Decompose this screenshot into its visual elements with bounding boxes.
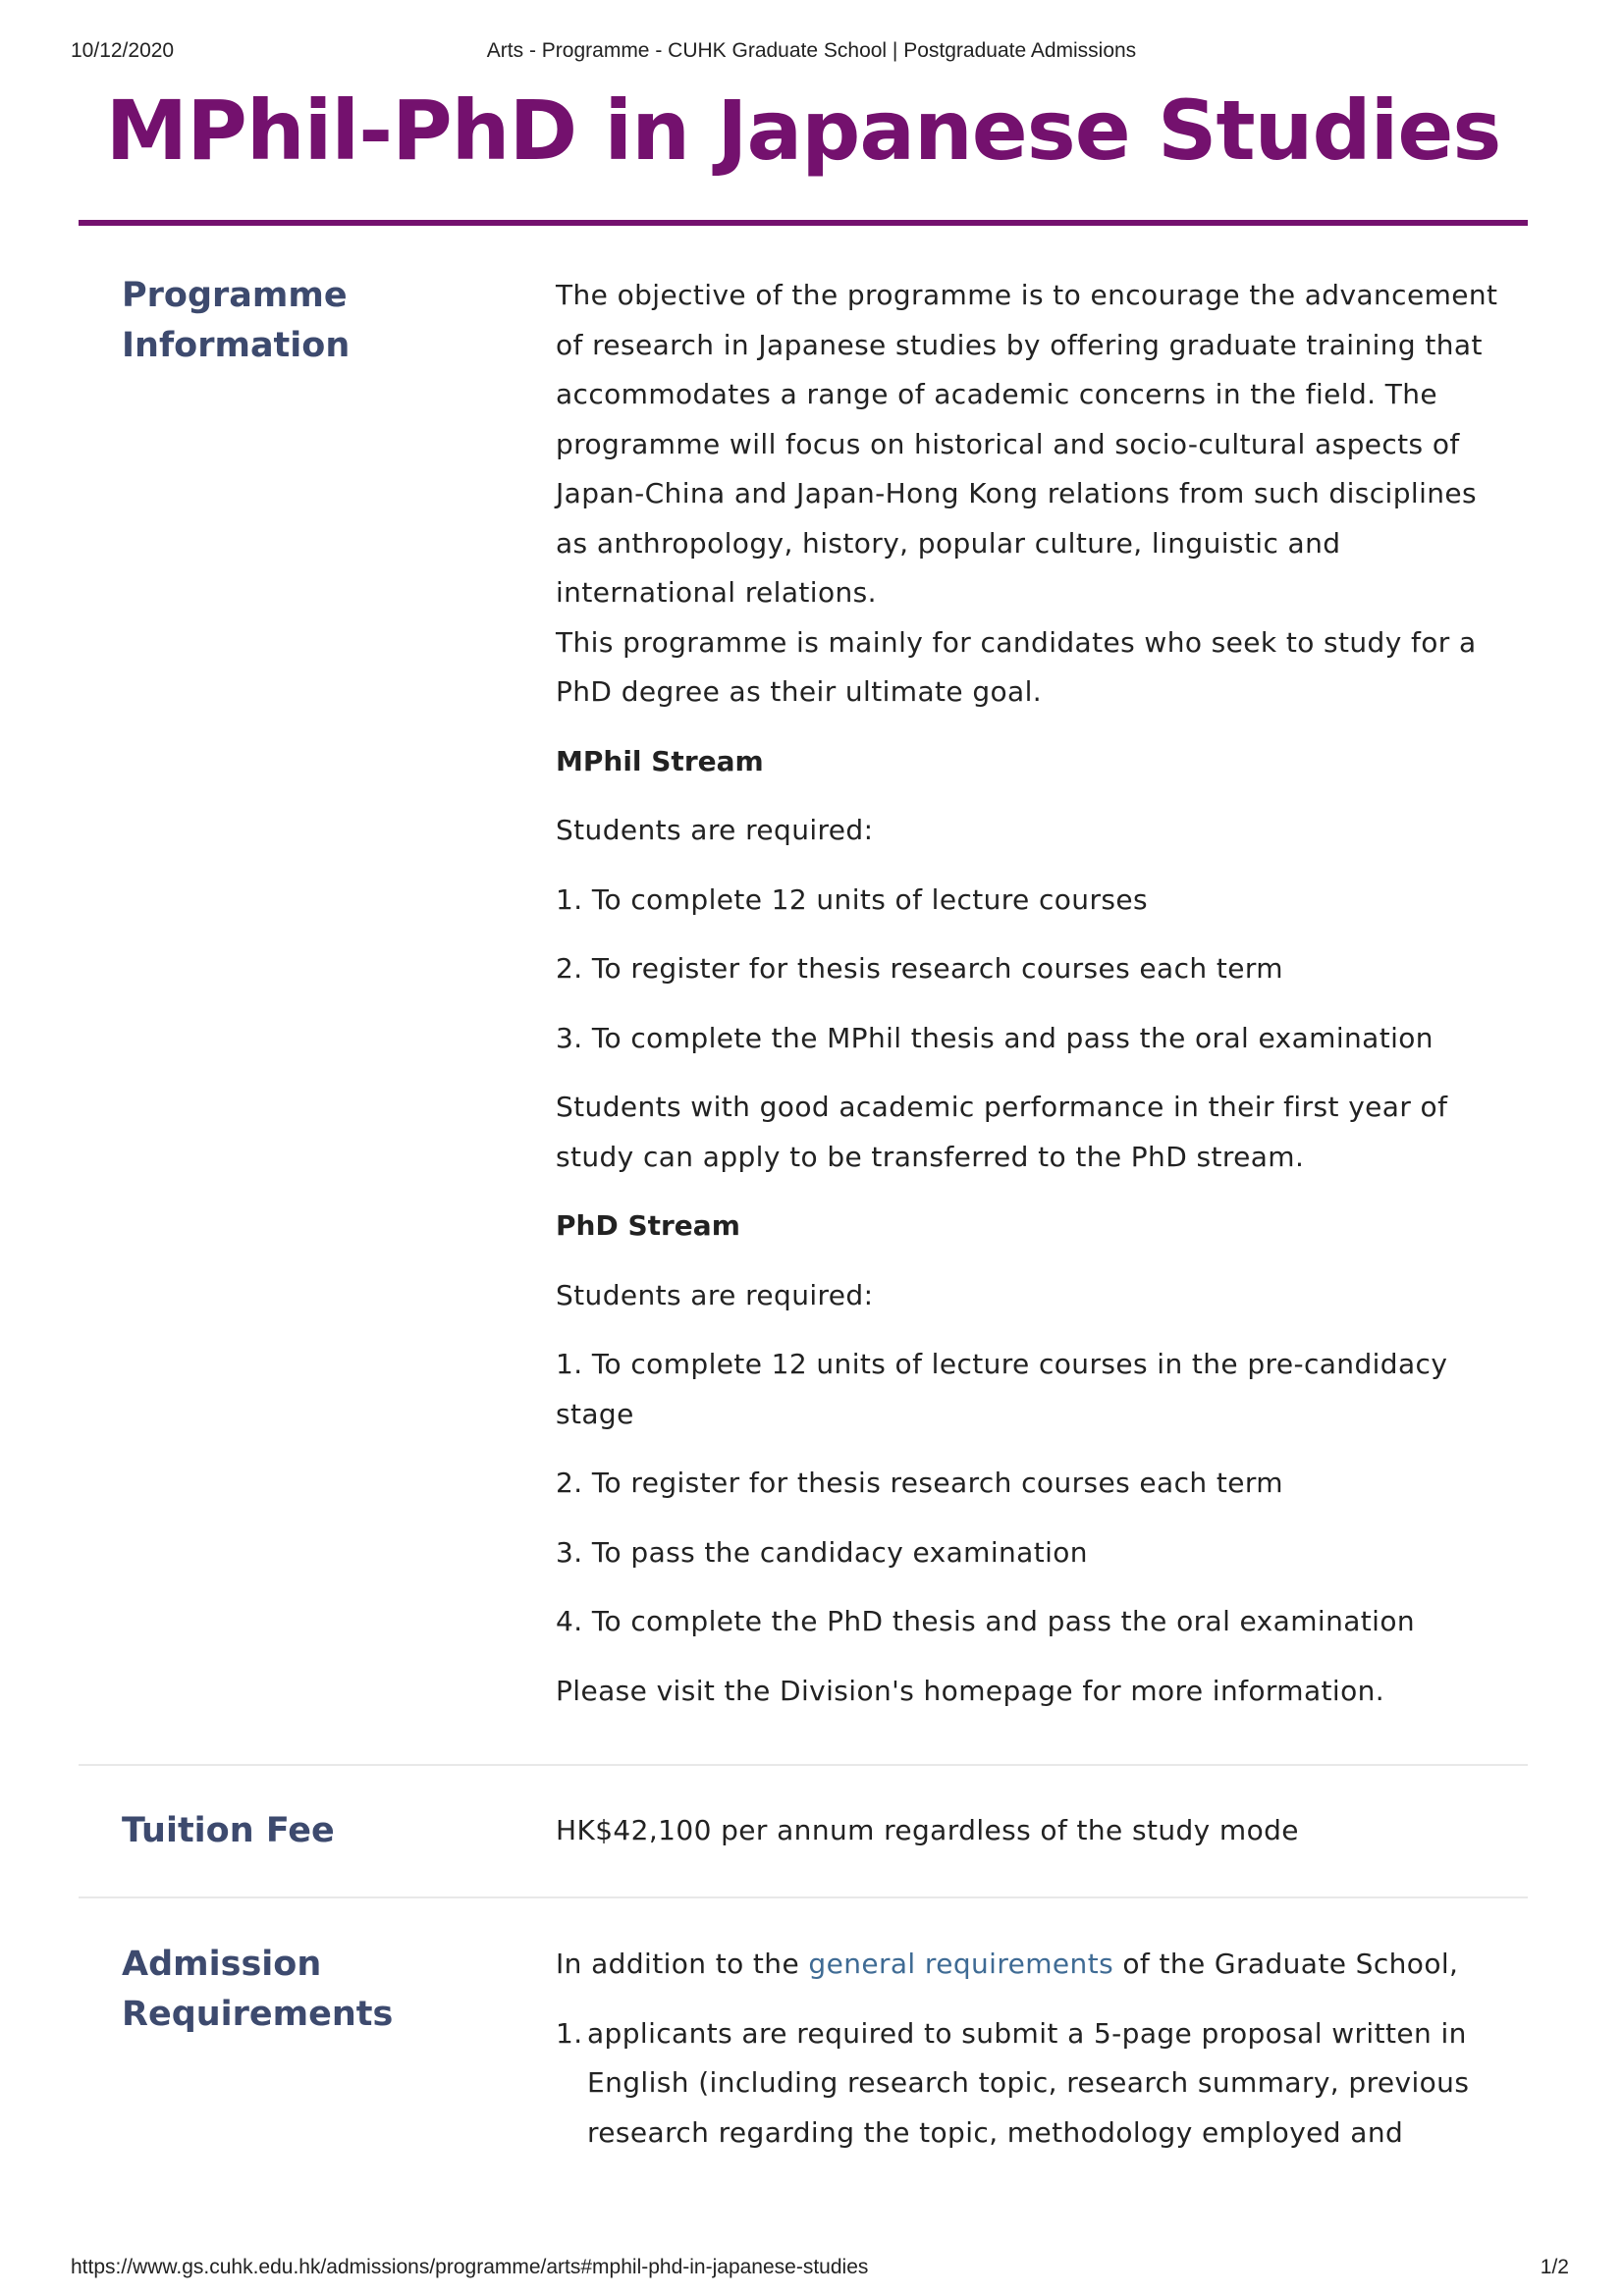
phd-item-1: 1. To complete 12 units of lecture courses in the pre-candidacy stage — [556, 1348, 1448, 1430]
page-title: MPhil-PhD in Japanese Studies — [105, 82, 1501, 179]
admission-intro-before: In addition to the — [556, 1948, 809, 1980]
mphil-stream-heading: MPhil Stream — [556, 744, 764, 777]
mphil-note: Students with good academic performance in their first year of study can apply to be transferred to the PhD stream. — [556, 1091, 1448, 1173]
print-footer-page-number: 1/2 — [1540, 2256, 1569, 2278]
phd-item-2: 2. To register for thesis research courses each term — [556, 1467, 1283, 1499]
print-footer-url: https://www.gs.cuhk.edu.hk/admissions/programme/arts#mphil-phd-in-japanese-studies — [71, 2256, 869, 2278]
admission-intro — [556, 1940, 1498, 1990]
divider-2 — [79, 1896, 1528, 1898]
general-requirements-link[interactable]: general requirements — [808, 1948, 1114, 1980]
phd-stream-heading: PhD Stream — [556, 1209, 740, 1242]
programme-info-content — [556, 271, 1498, 1716]
admission-content — [556, 1940, 1498, 2158]
phd-item-3: 3. To pass the candidacy examination — [556, 1535, 1088, 1569]
programme-goal: This programme is mainly for candidates who seek to study for a PhD degree as their ultimate goal. — [556, 625, 1477, 708]
print-header-date: 10/12/2020 — [71, 39, 175, 62]
programme-info-label — [122, 271, 475, 371]
title-rule — [79, 220, 1528, 226]
admission-label-line2: Requirements — [122, 1995, 394, 2034]
admission-item-1-number: 1. — [556, 2016, 583, 2050]
admission-label — [122, 1940, 475, 2040]
tuition-label: Tuition Fee — [122, 1811, 335, 1850]
admission-item-1-text: applicants are required to submit a 5-page proposal written in English (including research topic, research summary, previous research regarding the topic, methodology employed and — [587, 2016, 1470, 2149]
phd-item-4: 4. To complete the PhD thesis and pass the oral examination — [556, 1605, 1416, 1637]
visit-note: Please visit the Division's homepage for more information. — [556, 1674, 1385, 1707]
admission-list — [556, 2009, 1498, 2159]
programme-info-label-line1: Programme — [122, 276, 348, 315]
mphil-item-1: 1. To complete 12 units of lecture courses — [556, 882, 1148, 916]
programme-intro: The objective of the programme is to encourage the advancement of research in Japanese studies by offering graduate training that accommodates a range of academic concerns in the field. The programme will focus on historical and socio-cultural aspects of Japan-China and Japan-Hong Kong relations from such disciplines as anthropology, history, popular culture, linguistic and international relations. — [556, 279, 1498, 609]
programme-info-label-line2: Information — [122, 326, 351, 365]
admission-item-1 — [556, 2009, 1498, 2159]
admission-intro-after: of the Graduate School, — [1113, 1948, 1459, 1980]
print-header-title: Arts - Programme - CUHK Graduate School | Postgraduate Admissions — [486, 39, 1137, 62]
phd-lead: Students are required: — [556, 1278, 874, 1311]
divider-1 — [79, 1764, 1528, 1766]
tuition-text: HK$42,100 per annum regardless of the study mode — [556, 1814, 1299, 1846]
mphil-item-2: 2. To register for thesis research courses each term — [556, 952, 1283, 985]
mphil-item-3: 3. To complete the MPhil thesis and pass the oral examination — [556, 1021, 1434, 1054]
tuition-content — [556, 1806, 1498, 1856]
mphil-lead: Students are required: — [556, 814, 874, 846]
admission-label-line1: Admission — [122, 1945, 322, 1984]
